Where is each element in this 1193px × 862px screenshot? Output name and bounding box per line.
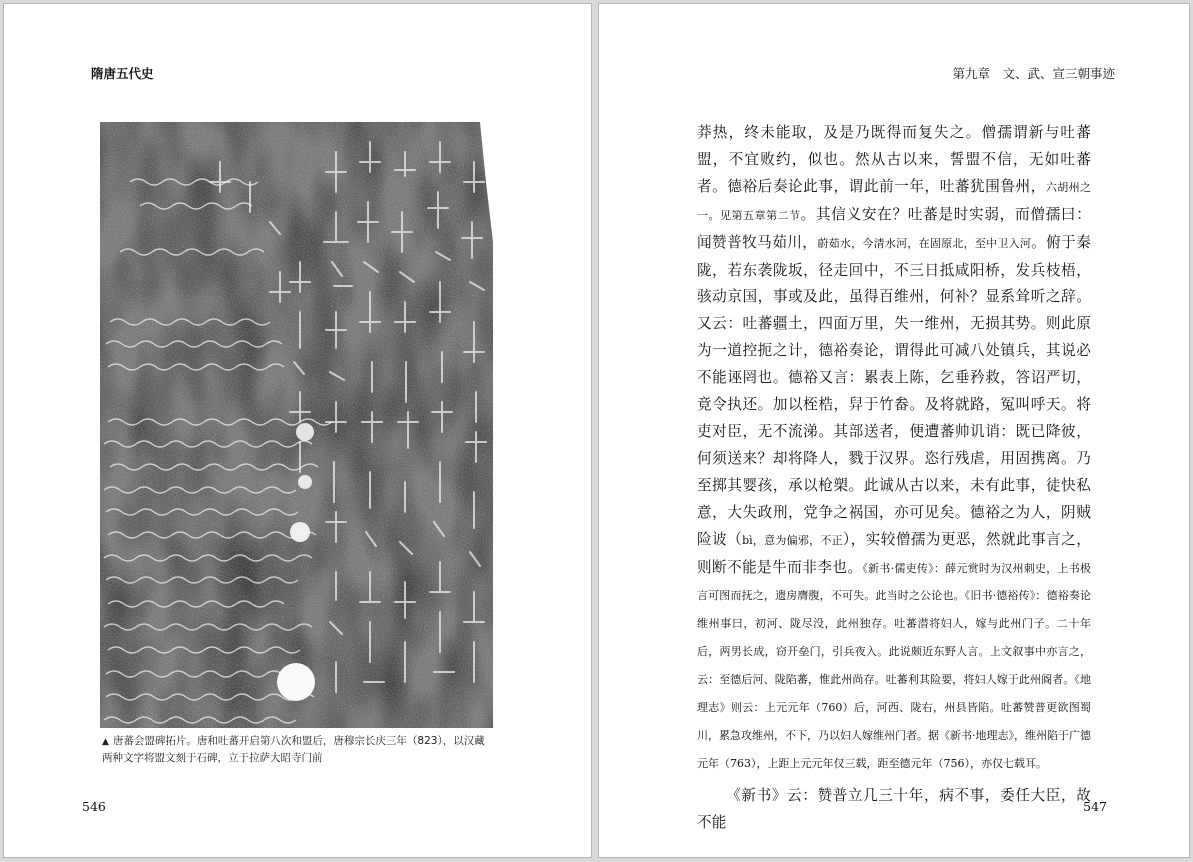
body-text <box>697 120 1091 837</box>
figure-caption <box>102 733 494 766</box>
text-run: 。俯于秦陇，若东袭陇坂，径走回中，不三日抵咸阳桥，发兵枝梧，骇动京国，事或及此，虽得百维州，何补？显系耸听之辞。又云：吐蕃疆土，四面万里，失一维州，无损其势。则此原为一道控扼之计，德裕奏论，谓得此可减八处镇兵，其说必不能诬罔也。德裕又言：累表上陈，乞垂矜救，答诏严切，竟令执还。加以桎梏，舁于竹畚。及将就路，冤叫呼天。将吏对臣，无不流涕。其部送者，便遭蕃帅讥诮：既已降彼，何须送来？却将降人，戮于汉界。恣行残虐，用固携离。乃至掷其婴孩，承以枪槊。此诚从古以来，未有此事，徒快私意，大失政刑，党争之祸国，亦可见矣。德裕之为人，阴贼险诐（ <box>697 233 1091 548</box>
caption-text: 唐蕃会盟碑拓片。唐和吐蕃开启第八次和盟后，唐穆宗长庆三年（823），以汉藏两种文字将盟文刻于石碑，立于拉萨大昭寺门前 <box>102 735 485 764</box>
left-page <box>3 3 592 858</box>
paragraph-2: 《新书》云：赞普立几三十年，病不事，委任大臣，故不能 <box>697 786 1091 831</box>
running-head-left: 隋唐五代史 <box>91 66 154 81</box>
text-run: 。其信义安在？吐蕃是时实弱，而僧孺曰：闻赞普牧马茹川， <box>697 205 1091 251</box>
caption-triangle-icon: ▲ <box>102 737 109 747</box>
stele-rubbing-image <box>100 122 493 728</box>
page-number-right: 547 <box>1083 799 1107 814</box>
inline-note: 六胡州之一。见第五章第二节 <box>697 180 1091 222</box>
text-run: ），实较僧孺为更恶，然就此事言之，则断不能是牛而非李也。 <box>697 530 1091 576</box>
inline-note: bì，意为偏邪，不正 <box>742 533 843 547</box>
text-run: 莽热，终未能取，及是乃既得而复失之。僧孺谓新与吐蕃盟，不宜败约，似也。然从古以来，誓盟不信，无如吐蕃者。德裕后奏论此事，谓此前一年，吐蕃犹围鲁州， <box>697 124 1091 195</box>
inline-note: 蔚茹水，今清水河，在固原北，至中卫入河 <box>817 236 1032 250</box>
page-number-left: 546 <box>82 799 106 814</box>
paragraph-1 <box>697 120 1091 778</box>
inline-note: 《新书·儒吏传》：薛元赏时为汉州刺史，上书极言可图而抚之，遗房膺腹，不可失。此当时之公论也。《旧书·德裕传》：德裕奏论维州事曰，初河、陇尽没，此州独存。吐蕃潜将妇人，嫁与此州门子。二十年后，两男长成，窃开垒门，引兵夜入。此说颇近东野人言。上文叙事中亦言之，云：至德后河、陇陷蕃，惟此州尚存。吐蕃利其险要，将妇人嫁于此州阍者。《地理志》则云：上元元年（760）后，河西、陇右，州县皆陷。吐蕃赞普更欲图蜀川，累急攻维州，不下，乃以妇人嫁维州门者。据《新书·地理志》，维州陷于广德元年（763），上距上元元年仅三载，距至德元年（756），亦仅七载耳。 <box>697 561 1091 770</box>
right-page <box>598 3 1190 858</box>
running-head-right: 第九章 文、武、宣三朝事迹 <box>952 66 1115 81</box>
